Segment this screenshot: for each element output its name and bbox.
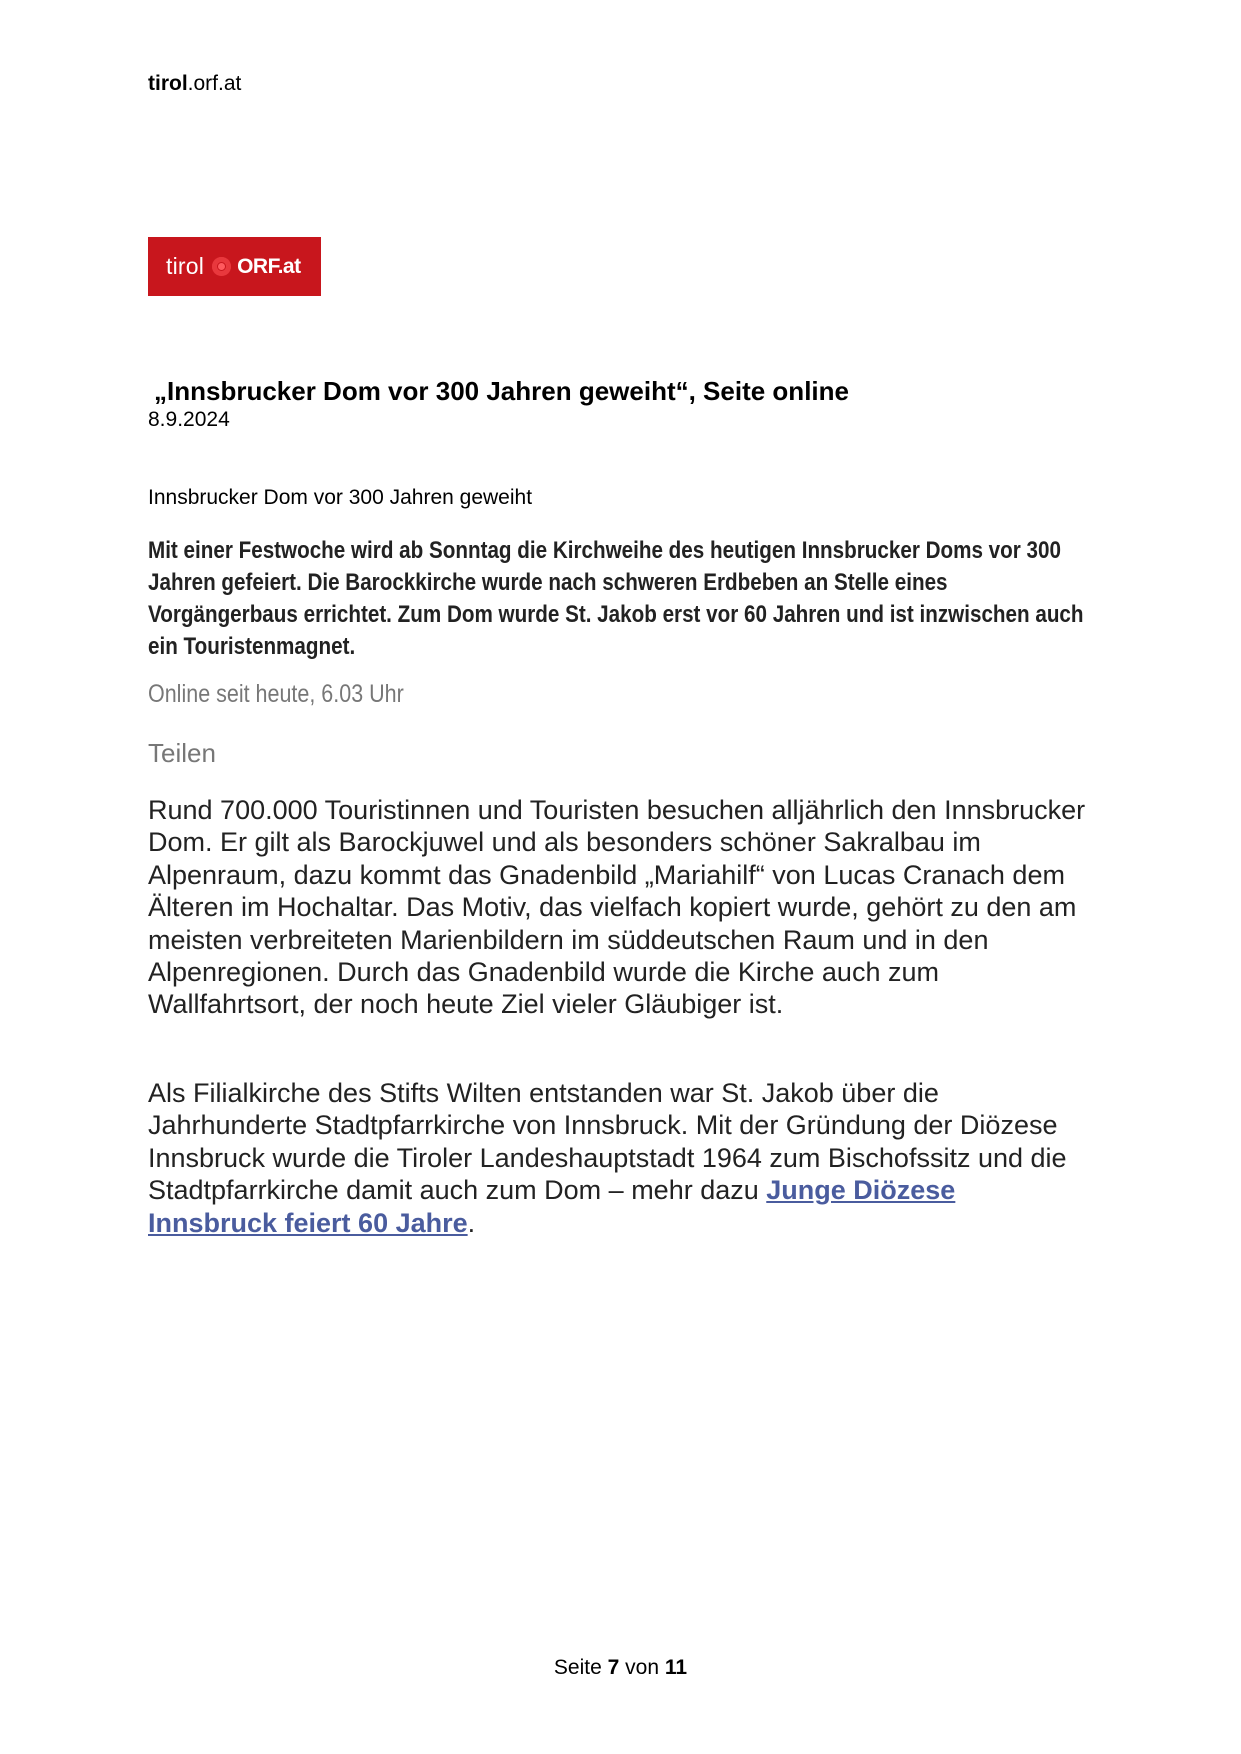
- site-header-domain: .orf.at: [187, 72, 242, 95]
- article-kicker: Innsbrucker Dom vor 300 Jahren geweiht: [148, 486, 533, 509]
- article-paragraph-1: Rund 700.000 Touristinnen und Touristen besuchen alljährlich den Innsbrucker Dom. Er gilt als Barockjuwel und als besonders schöner Sakralbau im Alpenraum, dazu kommt das Gnadenbild „Mariahilf“ von Lucas Cranach dem Älteren im Hochaltar. Das Motiv, das vielfach kopiert wurde, gehört zu den am meisten verbreiteten Marienbildern im süddeutschen Raum und in den Alpenregionen. Durch das Gnadenbild wurde die Kirche auch zum Wallfahrtsort, der noch heute Ziel vieler Gläubiger ist.: [148, 795, 1086, 1020]
- page-number-footer: [0, 1656, 1241, 1680]
- total-pages: 11: [664, 1656, 688, 1679]
- footer-prefix: Seite: [553, 1656, 602, 1679]
- paragraph-2-text: Als Filialkirche des Stifts Wilten entstanden war St. Jakob über die Jahrhunderte Stadtpfarrkirche von Innsbruck. Mit der Gründung der Diözese Innsbruck wurde die Tiroler Landeshauptstadt 1964 zum Bischofssitz und die Stadtpfarrkirche damit auch zum Dom – mehr dazu: [148, 1078, 1067, 1206]
- related-article-link[interactable]: Junge Diözese Innsbruck feiert 60 Jahre: [148, 1175, 956, 1238]
- paragraph-2-end: .: [467, 1207, 476, 1238]
- site-header: [148, 72, 241, 96]
- document-date: 8.9.2024: [148, 408, 230, 431]
- document-title: „Innsbrucker Dom vor 300 Jahren geweiht“, Seite online: [154, 376, 849, 406]
- site-header-bold: tirol: [148, 72, 188, 95]
- article-timestamp: Online seit heute, 6.03 Uhr: [148, 680, 404, 708]
- article-paragraph-2: [148, 1077, 1088, 1239]
- orf-logo: [148, 237, 321, 296]
- article-lead: Mit einer Festwoche wird ab Sonntag die Kirchweihe des heutigen Innsbrucker Doms vor 300 Jahren gefeiert. Die Barockkirche wurde nach schweren Erdbeben an Stelle eines Vorgängerbaus errichtet. Zum Dom wurde St. Jakob erst vor 60 Jahren und ist inzwischen auch ein Touristenmagnet.: [148, 537, 1084, 660]
- share-button[interactable]: Teilen: [148, 738, 216, 768]
- logo-brand-text: ORF.at: [237, 254, 301, 278]
- current-page: 7: [607, 1656, 620, 1679]
- logo-region-text: tirol: [166, 253, 205, 279]
- footer-middle: von: [625, 1656, 660, 1679]
- orf-eye-icon: [212, 257, 231, 276]
